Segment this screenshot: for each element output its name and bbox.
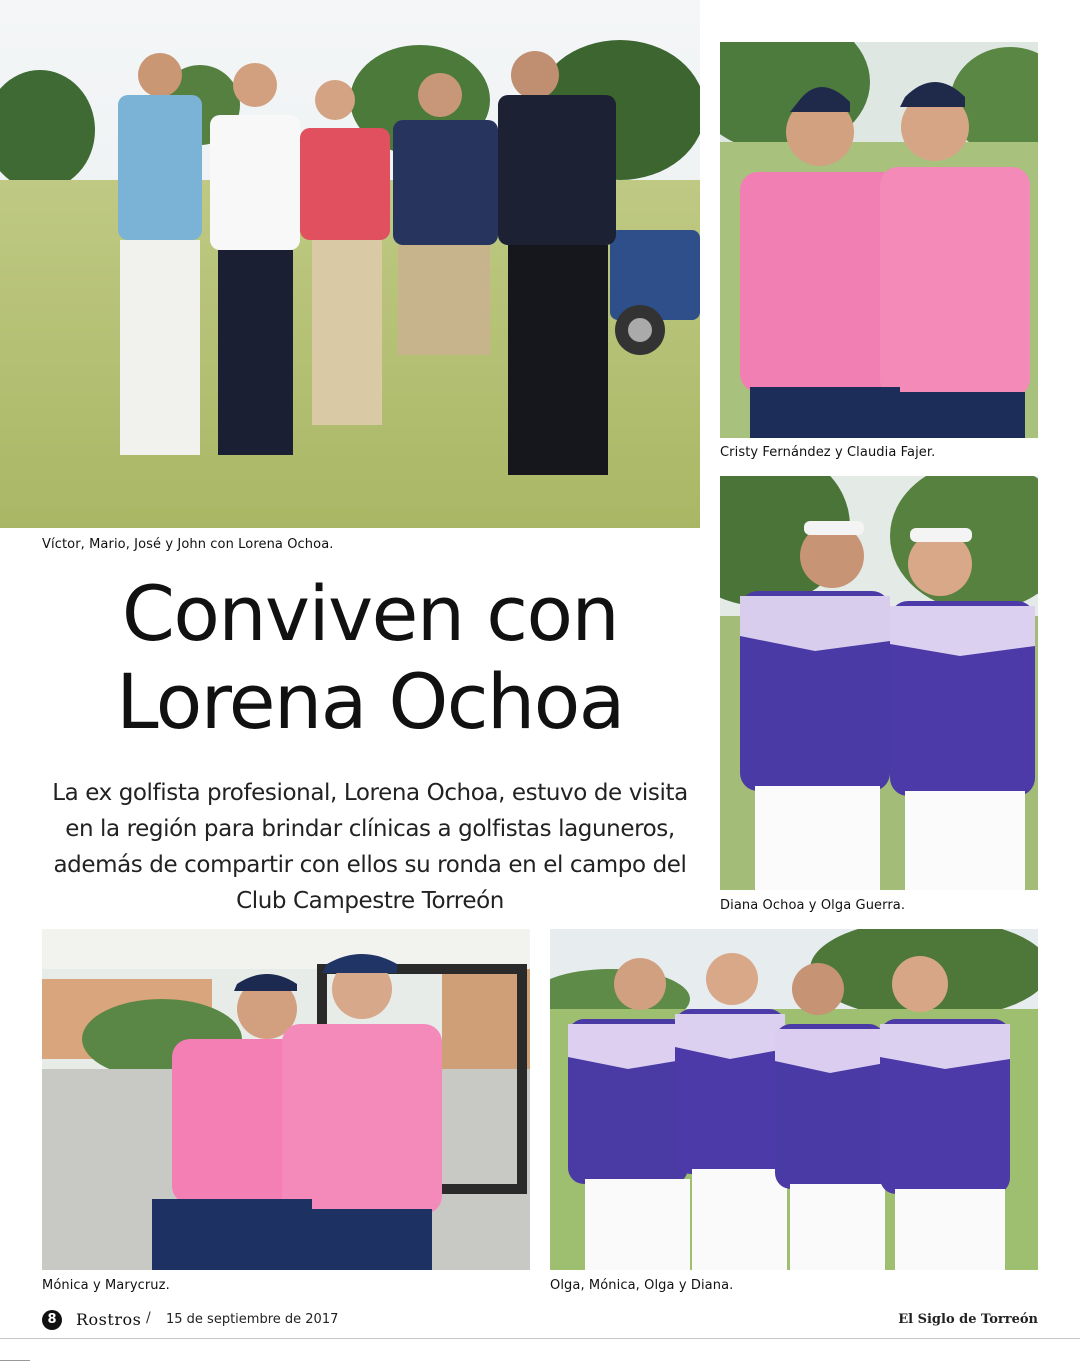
photo-golf-cart-pair [42,929,530,1270]
page-number: 8 [42,1310,62,1330]
article-title-line-1: Conviven con [121,569,619,658]
photo-group-golfers [0,0,700,528]
section-name: Rostros [76,1310,142,1329]
photo-purple-quartet [550,929,1038,1270]
footer-separator: / [146,1310,151,1326]
caption-pink-pair: Cristy Fernández y Claudia Fajer. [720,445,936,460]
caption-group-golfers: Víctor, Mario, José y John con Lorena Ochoa. [42,537,334,552]
photo-pink-pair [720,42,1038,438]
caption-purple-pair: Diana Ochoa y Olga Guerra. [720,898,906,913]
article-title [40,570,700,746]
caption-golf-cart-pair: Mónica y Marycruz. [42,1278,170,1293]
page-edge-divider [0,1338,1080,1339]
article-title-line-2: Lorena Ochoa [116,657,624,746]
page-corner-mark [0,1360,30,1361]
caption-purple-quartet: Olga, Mónica, Olga y Diana. [550,1278,734,1293]
publication-name: El Siglo de Torreón [898,1312,1038,1327]
issue-date: 15 de septiembre de 2017 [166,1312,339,1327]
article-lede: La ex golfista profesional, Lorena Ochoa, estuvo de visita en la región para brindar clínicas a golfistas laguneros, además de compartir con ellos su ronda en el campo del Club Campestre Torreón [52,780,688,914]
page-footer [0,1308,1080,1338]
photo-purple-pair [720,476,1038,890]
